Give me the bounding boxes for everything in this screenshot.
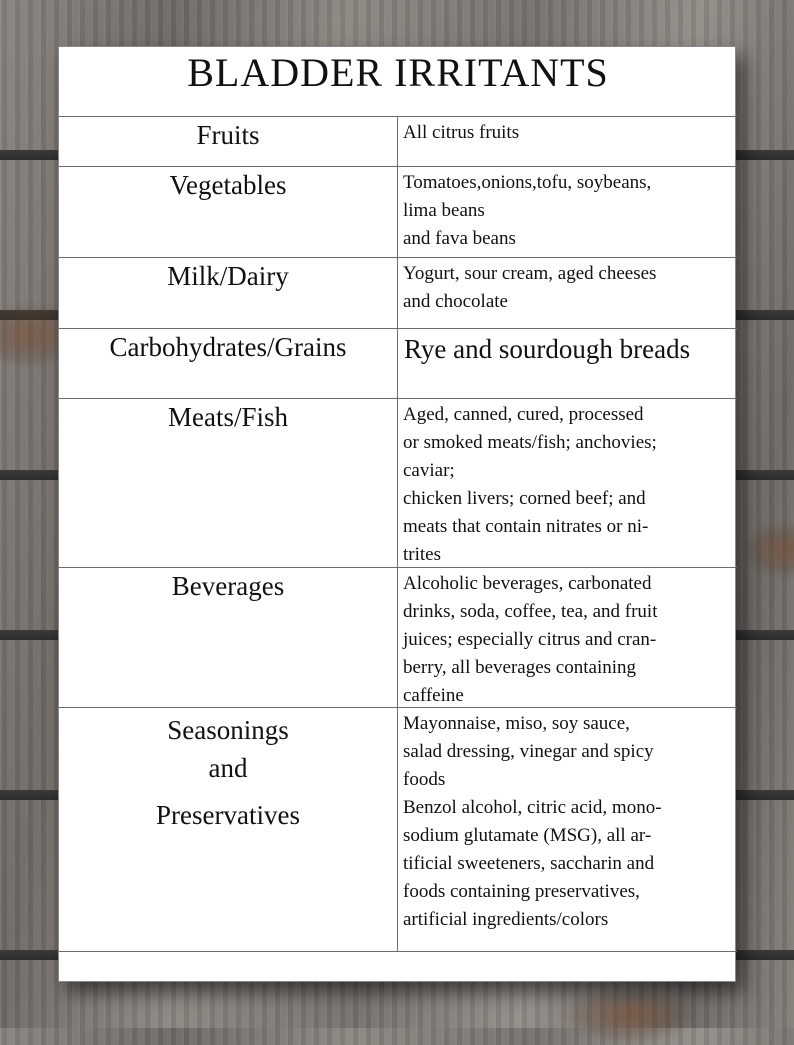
category-cell xyxy=(59,167,398,257)
item-line: salad dressing, vinegar and spicy xyxy=(403,741,654,762)
item-line: or smoked meats/fish; anchovies; xyxy=(403,432,657,453)
irritants-table xyxy=(59,117,737,952)
category-label: Fruits xyxy=(196,120,260,150)
table-row-vegetables xyxy=(59,167,737,258)
item-line: Alcoholic beverages, carbonated xyxy=(403,573,652,594)
items-cell xyxy=(398,117,737,166)
category-label: Vegetables xyxy=(169,170,287,200)
item-line: Yogurt, sour cream, aged cheeses xyxy=(403,263,657,284)
table-row-seasonings-preservatives xyxy=(59,708,737,952)
item-line: sodium glutamate (MSG), all ar- xyxy=(403,825,652,846)
item-line: meats that contain nitrates or ni- xyxy=(403,516,649,537)
item-line: and fava beans xyxy=(403,228,516,249)
item-line: lima beans xyxy=(403,200,485,221)
category-label: Beverages xyxy=(171,571,285,601)
category-cell xyxy=(59,329,398,398)
table-row-meats-fish xyxy=(59,399,737,568)
category-cell xyxy=(59,117,398,166)
item-line: juices; especially citrus and cran- xyxy=(403,629,657,650)
category-cell xyxy=(59,258,398,328)
item-line: trites xyxy=(403,544,441,565)
item-line: caviar; xyxy=(403,460,455,481)
item-line: tificial sweeteners, saccharin and xyxy=(403,853,655,874)
items-cell xyxy=(398,399,737,567)
item-line: and chocolate xyxy=(403,291,508,312)
category-cell xyxy=(59,399,398,567)
table-row-beverages xyxy=(59,568,737,708)
table-row-fruits xyxy=(59,117,737,167)
item-line: caffeine xyxy=(403,685,464,706)
irritants-card xyxy=(58,46,736,982)
item-line: Tomatoes,onions,tofu, soybeans, xyxy=(403,172,652,193)
category-label: Milk/Dairy xyxy=(167,261,289,291)
page-title: BLADDER IRRITANTS xyxy=(59,47,737,117)
item-line: All citrus fruits xyxy=(403,122,520,143)
wood-knot xyxy=(560,985,700,1045)
item-line: Mayonnaise, miso, soy sauce, xyxy=(403,713,630,734)
item-line: drinks, soda, coffee, tea, and fruit xyxy=(403,601,658,622)
items-cell xyxy=(398,708,737,951)
category-label: and xyxy=(208,753,248,783)
wood-knot xyxy=(740,520,794,580)
items-cell xyxy=(398,329,737,398)
item-line: berry, all beverages containing xyxy=(403,657,637,678)
category-label: Seasonings xyxy=(167,715,289,745)
item-line: Rye and sourdough breads xyxy=(404,334,691,364)
items-cell xyxy=(398,258,737,328)
table-row-carbohydrates-grains xyxy=(59,329,737,399)
item-line: Benzol alcohol, citric acid, mono- xyxy=(403,797,662,818)
category-cell xyxy=(59,568,398,707)
category-cell xyxy=(59,708,398,951)
category-label: Meats/Fish xyxy=(167,402,288,432)
category-label: Preservatives xyxy=(156,800,300,830)
item-line: Aged, canned, cured, processed xyxy=(403,404,644,425)
items-cell xyxy=(398,167,737,257)
item-line: foods containing preservatives, xyxy=(403,881,640,902)
category-label: Carbohydrates/Grains xyxy=(109,332,347,362)
item-line: artificial ingredients/colors xyxy=(403,909,609,930)
item-line: foods xyxy=(403,769,446,790)
items-cell xyxy=(398,568,737,707)
table-row-milk-dairy xyxy=(59,258,737,329)
item-line: chicken livers; corned beef; and xyxy=(403,488,646,509)
